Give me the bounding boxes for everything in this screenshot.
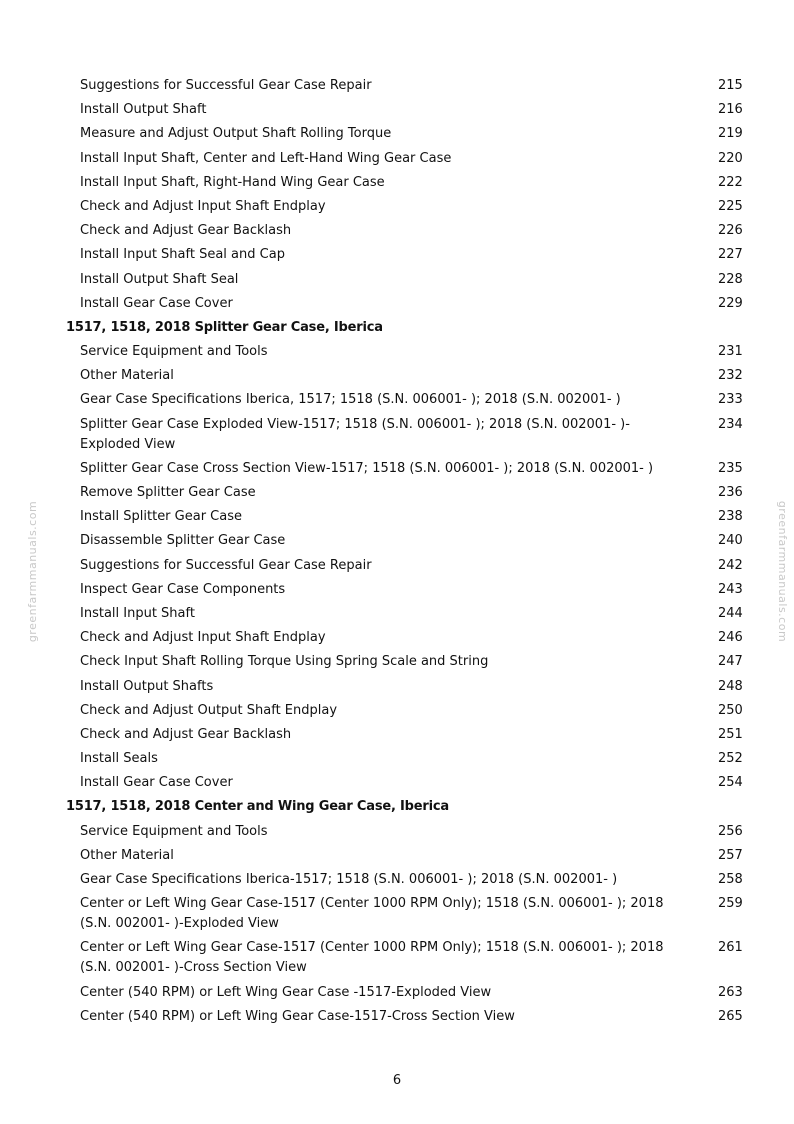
toc-entry[interactable] [80,507,743,527]
toc-entry-title: Install Input Shaft, Right-Hand Wing Gear Case [80,174,385,190]
toc-entry[interactable] [80,124,743,144]
toc-entry-page: 259 [718,896,743,912]
toc-entry-page: 252 [718,751,743,767]
toc-entry[interactable] [80,870,743,890]
toc-entry-page: 229 [718,295,743,311]
toc-entry-page: 261 [718,940,743,956]
toc-entry[interactable] [80,415,743,455]
toc-entry[interactable] [80,197,743,217]
toc-entry-title: Other Material [80,847,174,863]
toc-entry[interactable] [80,245,743,265]
toc-entry-page: 248 [718,678,743,694]
toc-entry-page: 228 [718,271,743,287]
toc-entry[interactable] [80,531,743,551]
toc-entry[interactable] [80,221,743,241]
toc-entry-page: 226 [718,223,743,239]
toc-entry-page: 256 [718,823,743,839]
toc-entry-title: Install Input Shaft, Center and Left-Hand Wing Gear Case [80,150,452,166]
toc-entry[interactable] [80,628,743,648]
toc-section-heading [66,318,794,338]
toc-entry[interactable] [80,1007,743,1027]
toc-entry[interactable] [80,652,743,672]
toc-entry-page: 222 [718,174,743,190]
toc-entry-title: Splitter Gear Case Exploded View-1517; 1518 (S.N. 006001- ); 2018 (S.N. 002001- )-Exploded View [80,416,630,452]
toc-entry-title: Install Output Shafts [80,678,214,694]
toc-entry-page: 258 [718,872,743,887]
toc-entry-title: Install Gear Case Cover [80,775,233,791]
toc-entry-page: 216 [718,102,743,118]
toc-entry-title: Service Equipment and Tools [80,823,268,839]
toc-entry-title: Install Gear Case Cover [80,295,233,311]
toc-entry-title: Inspect Gear Case Components [80,581,286,597]
toc-entry-title: Service Equipment and Tools [80,344,268,360]
toc-entry[interactable] [80,749,743,769]
toc-entry-page: 257 [718,847,743,863]
toc-entry-page: 240 [718,533,743,549]
toc-entry-title: Remove Splitter Gear Case [80,485,256,500]
toc-entry-title: Install Output Shaft Seal [80,271,239,287]
toc-entry[interactable] [80,149,743,169]
toc-entry[interactable] [80,846,743,866]
page-number: 6 [392,1073,402,1088]
toc-entry[interactable] [80,556,743,576]
toc-entry-title: Measure and Adjust Output Shaft Rolling Torque [80,126,392,142]
watermark-right: greenfarmmanuals.com [776,500,790,643]
toc-entry-page: 232 [718,368,743,384]
toc-entry[interactable] [80,100,743,120]
toc-entry-title: Check and Adjust Gear Backlash [80,223,292,239]
toc-entry-title: Check and Adjust Input Shaft Endplay [80,198,326,214]
toc-entry-page: 263 [718,984,743,1000]
watermark-left: greenfarmmanuals.com [26,500,40,643]
toc-entry-title: Check and Adjust Input Shaft Endplay [80,630,326,646]
toc-entry[interactable] [80,725,743,745]
toc-entry-page: 254 [718,775,743,791]
toc-entry[interactable] [80,76,743,96]
toc-entry-page: 227 [718,247,743,263]
toc-entry-page: 231 [718,344,743,360]
toc-entry[interactable] [80,459,743,479]
toc-entry[interactable] [80,938,743,978]
toc-entry[interactable] [80,173,743,193]
toc-entry-title: Install Input Shaft Seal and Cap [80,247,285,263]
toc-entry[interactable] [80,366,743,386]
toc-entry[interactable] [80,677,743,697]
toc-entry-title: Check and Adjust Gear Backlash [80,726,292,742]
toc-entry[interactable] [80,483,743,503]
toc-entry-title: Suggestions for Successful Gear Case Repair [80,78,372,93]
toc-entry-page: 236 [718,485,743,500]
toc-entry-title: Install Seals [80,751,158,767]
toc-entry-page: 219 [718,126,743,142]
toc-entry-title: Center or Left Wing Gear Case-1517 (Center 1000 RPM Only); 1518 (S.N. 006001- ); 2018 (S.N. 002001- )-Cross Section View [80,940,664,976]
toc-entry-page: 233 [718,392,743,408]
toc-entry-title: Other Material [80,368,174,384]
toc-entry[interactable] [80,270,743,290]
toc-entry-page: 215 [718,78,743,93]
toc-entry-title: 1517, 1518, 2018 Center and Wing Gear Case, Iberica [66,799,449,815]
toc-entry-title: Install Input Shaft [80,605,195,621]
toc-entry-title: Suggestions for Successful Gear Case Repair [80,557,372,573]
toc-entry[interactable] [80,983,743,1003]
toc-entry[interactable] [80,390,743,410]
toc-entry[interactable] [80,580,743,600]
toc-entry-title: Gear Case Specifications Iberica-1517; 1518 (S.N. 006001- ); 2018 (S.N. 002001- ) [80,872,618,887]
toc-entry-title: Install Splitter Gear Case [80,509,242,525]
table-of-contents [0,76,794,1031]
toc-entry-page: 234 [718,416,743,432]
toc-entry[interactable] [80,773,743,793]
toc-entry-title: Center (540 RPM) or Left Wing Gear Case-1517-Cross Section View [80,1008,515,1024]
toc-entry-title: Install Output Shaft [80,102,207,118]
toc-entry-page: 220 [718,150,743,166]
toc-entry[interactable] [80,342,743,362]
toc-entry-title: 1517, 1518, 2018 Splitter Gear Case, Iberica [66,319,383,335]
toc-entry[interactable] [80,294,743,314]
toc-entry-title: Check Input Shaft Rolling Torque Using Spring Scale and String [80,654,489,670]
toc-entry-page: 235 [718,460,743,476]
toc-entry-title: Check and Adjust Output Shaft Endplay [80,702,338,718]
toc-entry-title: Center (540 RPM) or Left Wing Gear Case -1517-Exploded View [80,984,492,1000]
toc-entry-page: 247 [718,654,743,670]
toc-entry[interactable] [80,604,743,624]
toc-entry-page: 243 [718,581,743,597]
toc-entry-title: Splitter Gear Case Cross Section View-1517; 1518 (S.N. 006001- ); 2018 (S.N. 002001- ) [80,460,654,476]
toc-section-heading [66,797,794,817]
toc-entry-page: 265 [718,1008,743,1024]
toc-entry-page: 225 [718,198,743,214]
toc-entry-page: 250 [718,702,743,718]
toc-entry[interactable] [80,894,743,934]
toc-entry[interactable] [80,701,743,721]
toc-entry-page: 244 [718,605,743,621]
toc-entry[interactable] [80,822,743,842]
toc-entry-title: Disassemble Splitter Gear Case [80,533,286,549]
toc-entry-page: 246 [718,630,743,646]
toc-entry-title: Center or Left Wing Gear Case-1517 (Center 1000 RPM Only); 1518 (S.N. 006001- ); 2018 (S.N. 002001- )-Exploded View [80,896,664,932]
toc-entry-page: 242 [718,557,743,573]
toc-entry-title: Gear Case Specifications Iberica, 1517; 1518 (S.N. 006001- ); 2018 (S.N. 002001- ) [80,392,621,408]
toc-entry-page: 251 [718,726,743,742]
toc-entry-page: 238 [718,509,743,525]
